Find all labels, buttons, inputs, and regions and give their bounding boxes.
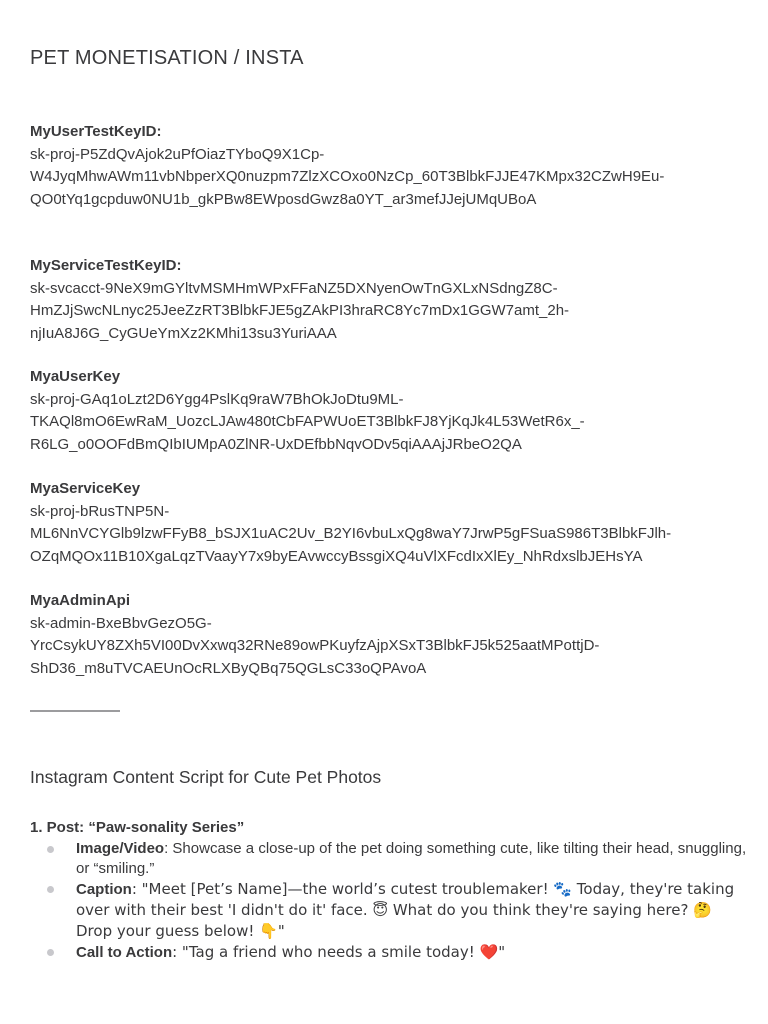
key-value-line: sk-admin-BxeBbvGezO5G- xyxy=(30,614,212,632)
key-block-service-test xyxy=(30,255,740,345)
bullet-dot-icon xyxy=(47,949,54,956)
key-block-mya-admin xyxy=(30,590,740,680)
key-label: MyaAdminApi xyxy=(30,592,131,609)
post-heading: 1. Post: “Paw-sonality Series” xyxy=(30,819,245,836)
post-bullet-list xyxy=(30,839,750,963)
key-value-line: QO0tYq1gcpduw0NU1b_gkPBw8EWposdGwz8a0YT_ar3mefJJejUMqUBoA xyxy=(30,190,537,208)
bullet-text: : Showcase a close-up of the pet doing something cute, like tilting their head, snuggling, or “smiling.” xyxy=(76,840,747,877)
key-value-line: sk-proj-P5ZdQvAjok2uPfOiazTYboQ9X1Cp- xyxy=(30,145,325,163)
bullet-text: : "Tag a friend who needs a smile today! ❤️" xyxy=(172,943,506,961)
key-value-line: R6LG_o0OOFdBmQIbIUMpA0ZlNR-UxDEfbbNqvODv5qiAAAjJRbeO2QA xyxy=(30,435,522,453)
key-block-mya-user xyxy=(30,366,740,456)
key-label: MyUserTestKeyID: xyxy=(30,123,162,140)
key-block-user-test xyxy=(30,121,740,211)
key-value-line: sk-svcacct-9NeX9mGYltvMSMHmWPxFFaNZ5DXNyenOwTnGXLxNSdngZ8C- xyxy=(30,279,558,297)
key-value-line: njIuA8J6G_CyGUeYmXz2KMhi13su3YuriAAA xyxy=(30,324,337,342)
key-value-line: ML6NnVCYGlb9lzwFFyB8_bSJX1uAC2Uv_B2YI6vbuLxQg8waY7JrwP5gFSuaS986T3BlbkFJlh- xyxy=(30,525,672,542)
key-value-line: ShD36_m8uTVCAEUnOcRLXByQBq75QGLsC33oQPAvoA xyxy=(30,659,427,677)
key-value-line: sk-proj-GAq1oLzt2D6Ygg4PslKq9raW7BhOkJoDtu9ML- xyxy=(30,390,404,408)
section-title: Instagram Content Script for Cute Pet Photos xyxy=(30,767,382,787)
key-value-line: OZqMQOx11B10XgaLqzTVaayY7x9byEAvwccyBssgiXQ4uVlXFcdIxXlEy_NhRdxslbJEHsYA xyxy=(30,547,643,565)
key-value-line: W4JyqMhwAWm11vbNbperXQ0nuzpm7ZlzXCOxo0NzCp_60T3BlbkFJJE47KMpx32CZwH9Eu- xyxy=(30,168,665,185)
section-divider: —————— xyxy=(30,702,120,719)
key-value-line: YrcCsykUY8ZXh5VI00DvXxwq32RNe89owPKuyfzAjpXSxT3BlbkFJ5k525aatMPottjD- xyxy=(30,637,600,654)
list-item xyxy=(30,879,750,942)
key-value-line: sk-proj-bRusTNP5N- xyxy=(30,502,170,520)
list-item xyxy=(30,942,750,963)
key-value-line: HmZJjSwcNLnyc25JeeZzRT3BlbkFJE5gZAkPI3hraRC8Yc7mDx1GGW7amt_2h- xyxy=(30,302,570,319)
bullet-dot-icon xyxy=(47,846,54,853)
document-title: PET MONETISATION / INSTA xyxy=(30,47,304,69)
key-label: MyaServiceKey xyxy=(30,480,141,497)
list-item xyxy=(30,839,750,879)
key-block-mya-service xyxy=(30,478,740,568)
bullet-lead: Caption xyxy=(76,881,132,898)
key-value-line: TKAQl8mO6EwRaM_UozcLJAw480tCbFAPWUoET3BlbkFJ8YjKqJk4L53WetR6x_- xyxy=(30,413,585,430)
bullet-lead: Image/Video xyxy=(76,840,165,857)
key-label: MyaUserKey xyxy=(30,368,121,385)
bullet-lead: Call to Action xyxy=(76,944,173,961)
bullet-dot-icon xyxy=(47,886,54,893)
bullet-text: : "Meet [Pet’s Name]—the world’s cutest troublemaker! 🐾 Today, they're taking over with their best 'I didn't do it' face. 😇 What do you think they're saying here? 🤔 Drop your guess below! 👇" xyxy=(76,880,735,940)
key-label: MyServiceTestKeyID: xyxy=(30,257,182,274)
